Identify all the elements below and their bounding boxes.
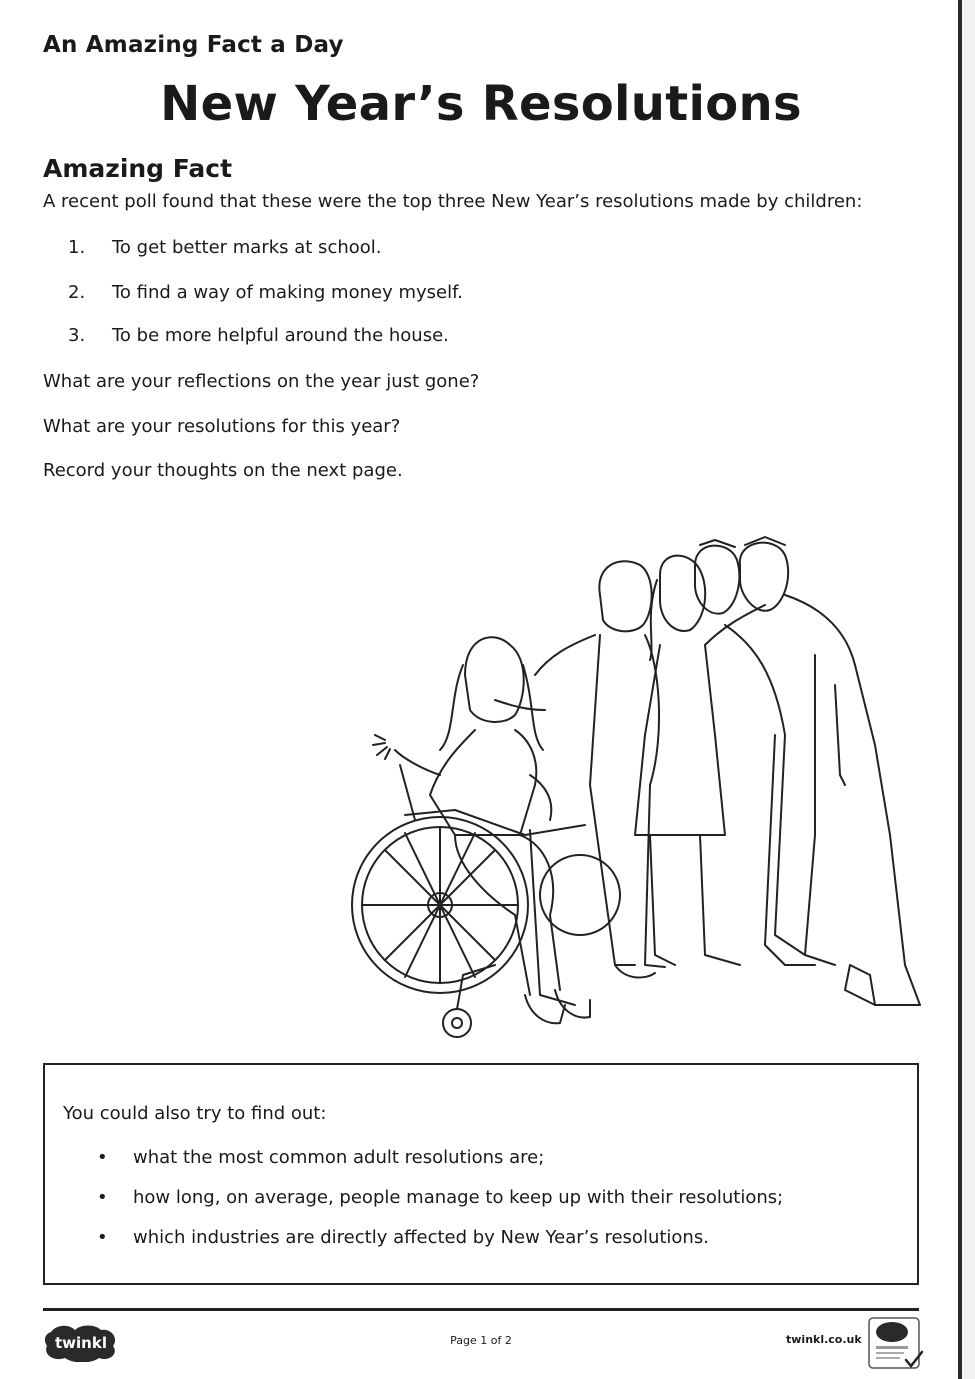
reflection-question: What are your reflections on the year just gone? (43, 371, 480, 392)
twinkl-logo-text: twinkl (55, 1334, 107, 1352)
resolution-number: 3. (68, 325, 86, 346)
find-out-item-text: which industries are directly affected by New Year’s resolutions. (133, 1227, 709, 1248)
bullet-icon: • (97, 1227, 108, 1248)
resolution-question: What are your resolutions for this year? (43, 416, 401, 437)
resolution-number: 2. (68, 282, 86, 303)
standing-girl-figure (635, 556, 765, 965)
standing-boy-figure-middle (695, 540, 815, 965)
standing-boy-figure-right (740, 537, 920, 1005)
find-out-item (97, 1187, 783, 1208)
fact-intro: A recent poll found that these were the top three New Year’s resolutions made by children: (43, 191, 863, 212)
wheelchair-icon (352, 765, 620, 1037)
record-instruction: Record your thoughts on the next page. (43, 460, 403, 481)
resolution-item (68, 237, 382, 258)
find-out-intro: You could also try to find out: (63, 1103, 327, 1124)
site-url: twinkl.co.uk (786, 1333, 862, 1346)
resolution-text: To get better marks at school. (112, 237, 382, 258)
bullet-icon: • (97, 1187, 108, 1208)
page-number: Page 1 of 2 (450, 1334, 512, 1347)
resolution-item (68, 282, 463, 303)
find-out-item-text: how long, on average, people manage to keep up with their resolutions; (133, 1187, 784, 1208)
worksheet-kicker: An Amazing Fact a Day (43, 32, 344, 58)
page-title: New Year’s Resolutions (160, 76, 802, 132)
page-edge-shade (962, 0, 975, 1379)
section-heading: Amazing Fact (43, 154, 233, 183)
resolution-number: 1. (68, 237, 86, 258)
find-out-item-text: what the most common adult resolutions are; (133, 1147, 545, 1168)
resolution-text: To be more helpful around the house. (112, 325, 449, 346)
bullet-icon: • (97, 1147, 108, 1168)
footer-divider (43, 1308, 919, 1311)
standing-boy-figure-left (495, 561, 665, 977)
find-out-item (97, 1227, 709, 1248)
resolution-text: To find a way of making money myself. (112, 282, 463, 303)
resolution-item (68, 325, 449, 346)
quality-standard-badge-icon (866, 1316, 924, 1372)
find-out-item (97, 1147, 544, 1168)
find-out-box (43, 1063, 919, 1285)
group-of-friends-with-wheelchair-illustration (345, 535, 930, 1045)
